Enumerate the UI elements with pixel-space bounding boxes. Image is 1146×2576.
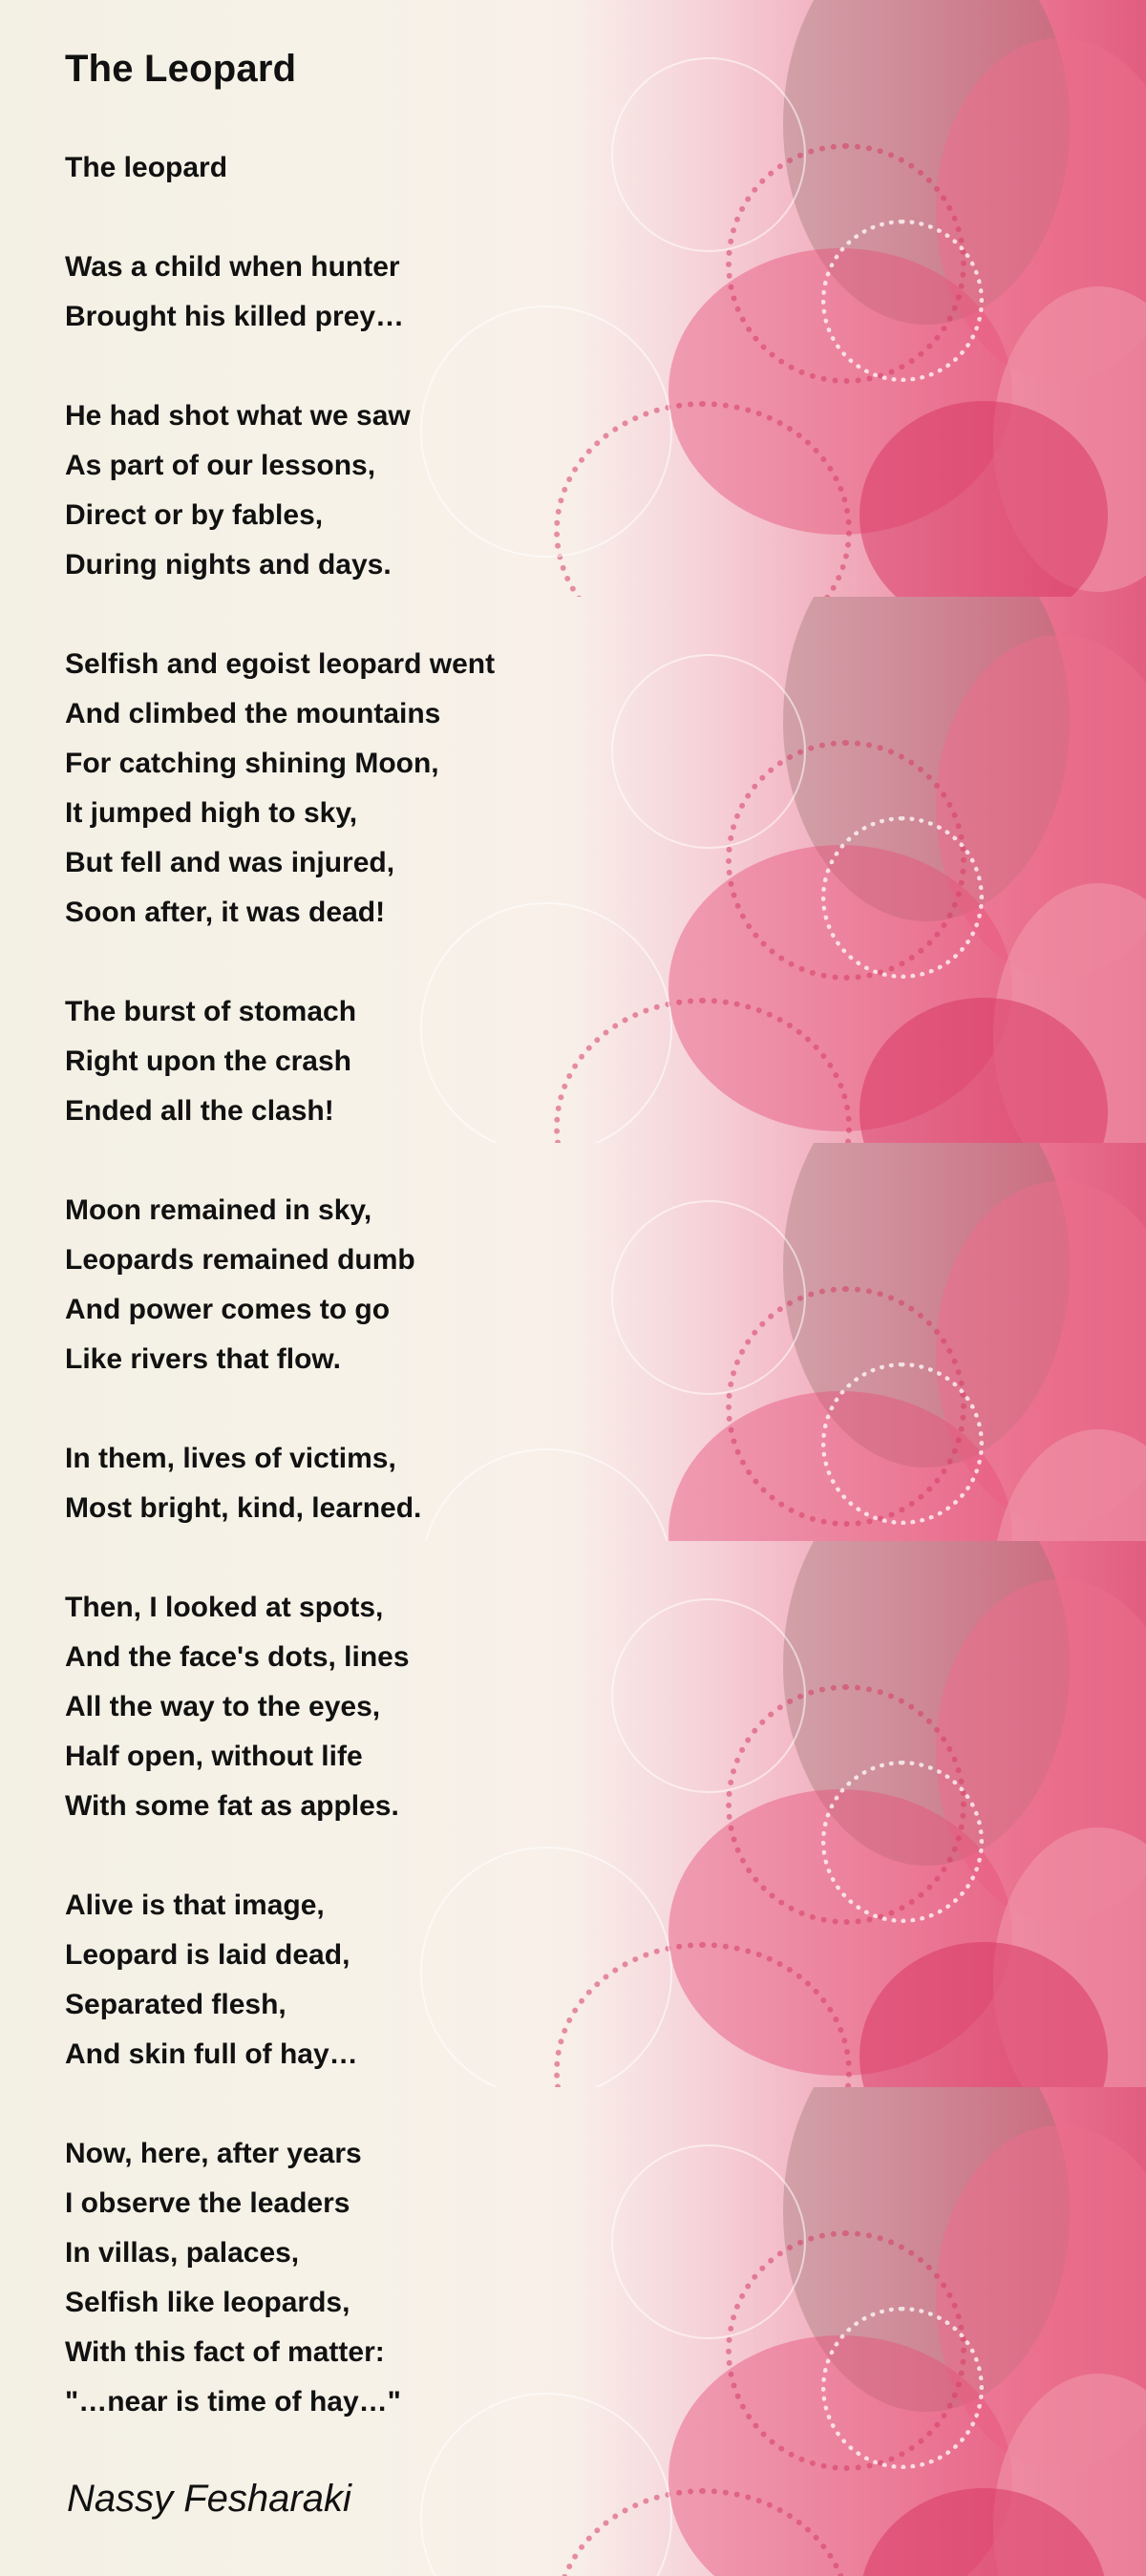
- poem-line: For catching shining Moon,: [65, 748, 439, 779]
- stanza-gap: [65, 342, 676, 391]
- poem-title: The Leopard: [65, 48, 297, 90]
- poem-line: With this fact of matter:: [65, 2336, 385, 2368]
- poem-line: Leopards remained dumb: [65, 1244, 415, 1276]
- poem-line: Moon remained in sky,: [65, 1194, 372, 1226]
- stanza-gap: [65, 1384, 676, 1434]
- decorative-shape: [821, 1761, 984, 1923]
- poem-line: Ended all the clash!: [65, 1095, 334, 1127]
- poem-body: [65, 143, 676, 2427]
- stanza-gap: [65, 938, 676, 987]
- poem-line: The leopard: [65, 152, 228, 183]
- stanza-gap: [65, 590, 676, 640]
- poem-line: Now, here, after years: [65, 2138, 362, 2169]
- poem-line: It jumped high to sky,: [65, 797, 358, 829]
- stanza-gap: [65, 193, 676, 243]
- poem-line: With some fat as apples.: [65, 1790, 399, 1822]
- poem-line: He had shot what we saw: [65, 400, 411, 432]
- decorative-shape: [821, 220, 984, 382]
- poem-line: And skin full of hay…: [65, 2038, 358, 2070]
- poem-line: Selfish like leopards,: [65, 2287, 350, 2318]
- poem-line: Like rivers that flow.: [65, 1343, 341, 1375]
- stanza-gap: [65, 1831, 676, 1881]
- poem-line: The burst of stomach: [65, 996, 357, 1027]
- poem-line: Then, I looked at spots,: [65, 1592, 384, 1623]
- poem-line: Soon after, it was dead!: [65, 897, 386, 928]
- poem-line: Separated flesh,: [65, 1989, 286, 2020]
- poem-line: "…near is time of hay…": [65, 2386, 401, 2418]
- poem-stanza: [65, 1881, 676, 2080]
- poem-line: And climbed the mountains: [65, 698, 441, 729]
- poem-line: Most bright, kind, learned.: [65, 1492, 422, 1524]
- poem-stanza: [65, 143, 676, 193]
- poem-line: Half open, without life: [65, 1741, 363, 1772]
- poem-line: And the face's dots, lines: [65, 1641, 410, 1673]
- poem-stanza: [65, 1186, 676, 1384]
- stanza-gap: [65, 1533, 676, 1583]
- poem-line: Brought his killed prey…: [65, 301, 405, 332]
- decorative-shape: [821, 816, 984, 979]
- poem-line: And power comes to go: [65, 1294, 391, 1325]
- poem-line: In them, lives of victims,: [65, 1443, 396, 1474]
- poem-line: Direct or by fables,: [65, 499, 324, 531]
- stanza-gap: [65, 1136, 676, 1186]
- poem-stanza: [65, 2129, 676, 2427]
- poem-line: Selfish and egoist leopard went: [65, 648, 496, 680]
- stanza-gap: [65, 2080, 676, 2129]
- poem-stanza: [65, 243, 676, 342]
- poem-stanza: [65, 640, 676, 938]
- poem-stanza: [65, 1583, 676, 1831]
- poem-line: Alive is that image,: [65, 1890, 325, 1921]
- poem-line: I observe the leaders: [65, 2187, 350, 2219]
- poem-line: Right upon the crash: [65, 1045, 351, 1077]
- poem-line: All the way to the eyes,: [65, 1691, 381, 1722]
- poem-line: As part of our lessons,: [65, 450, 376, 481]
- poem-author: Nassy Fesharaki: [67, 2478, 351, 2520]
- poem-stanza: [65, 391, 676, 590]
- poem-line: Leopard is laid dead,: [65, 1939, 350, 1971]
- poem-stanza: [65, 987, 676, 1136]
- decorative-shape: [821, 2307, 984, 2469]
- poem-line: Was a child when hunter: [65, 251, 400, 283]
- poem-line: During nights and days.: [65, 549, 392, 581]
- poem-line: In villas, palaces,: [65, 2237, 300, 2269]
- decorative-shape: [821, 1362, 984, 1525]
- poem-stanza: [65, 1434, 676, 1533]
- poem-line: But fell and was injured,: [65, 847, 395, 878]
